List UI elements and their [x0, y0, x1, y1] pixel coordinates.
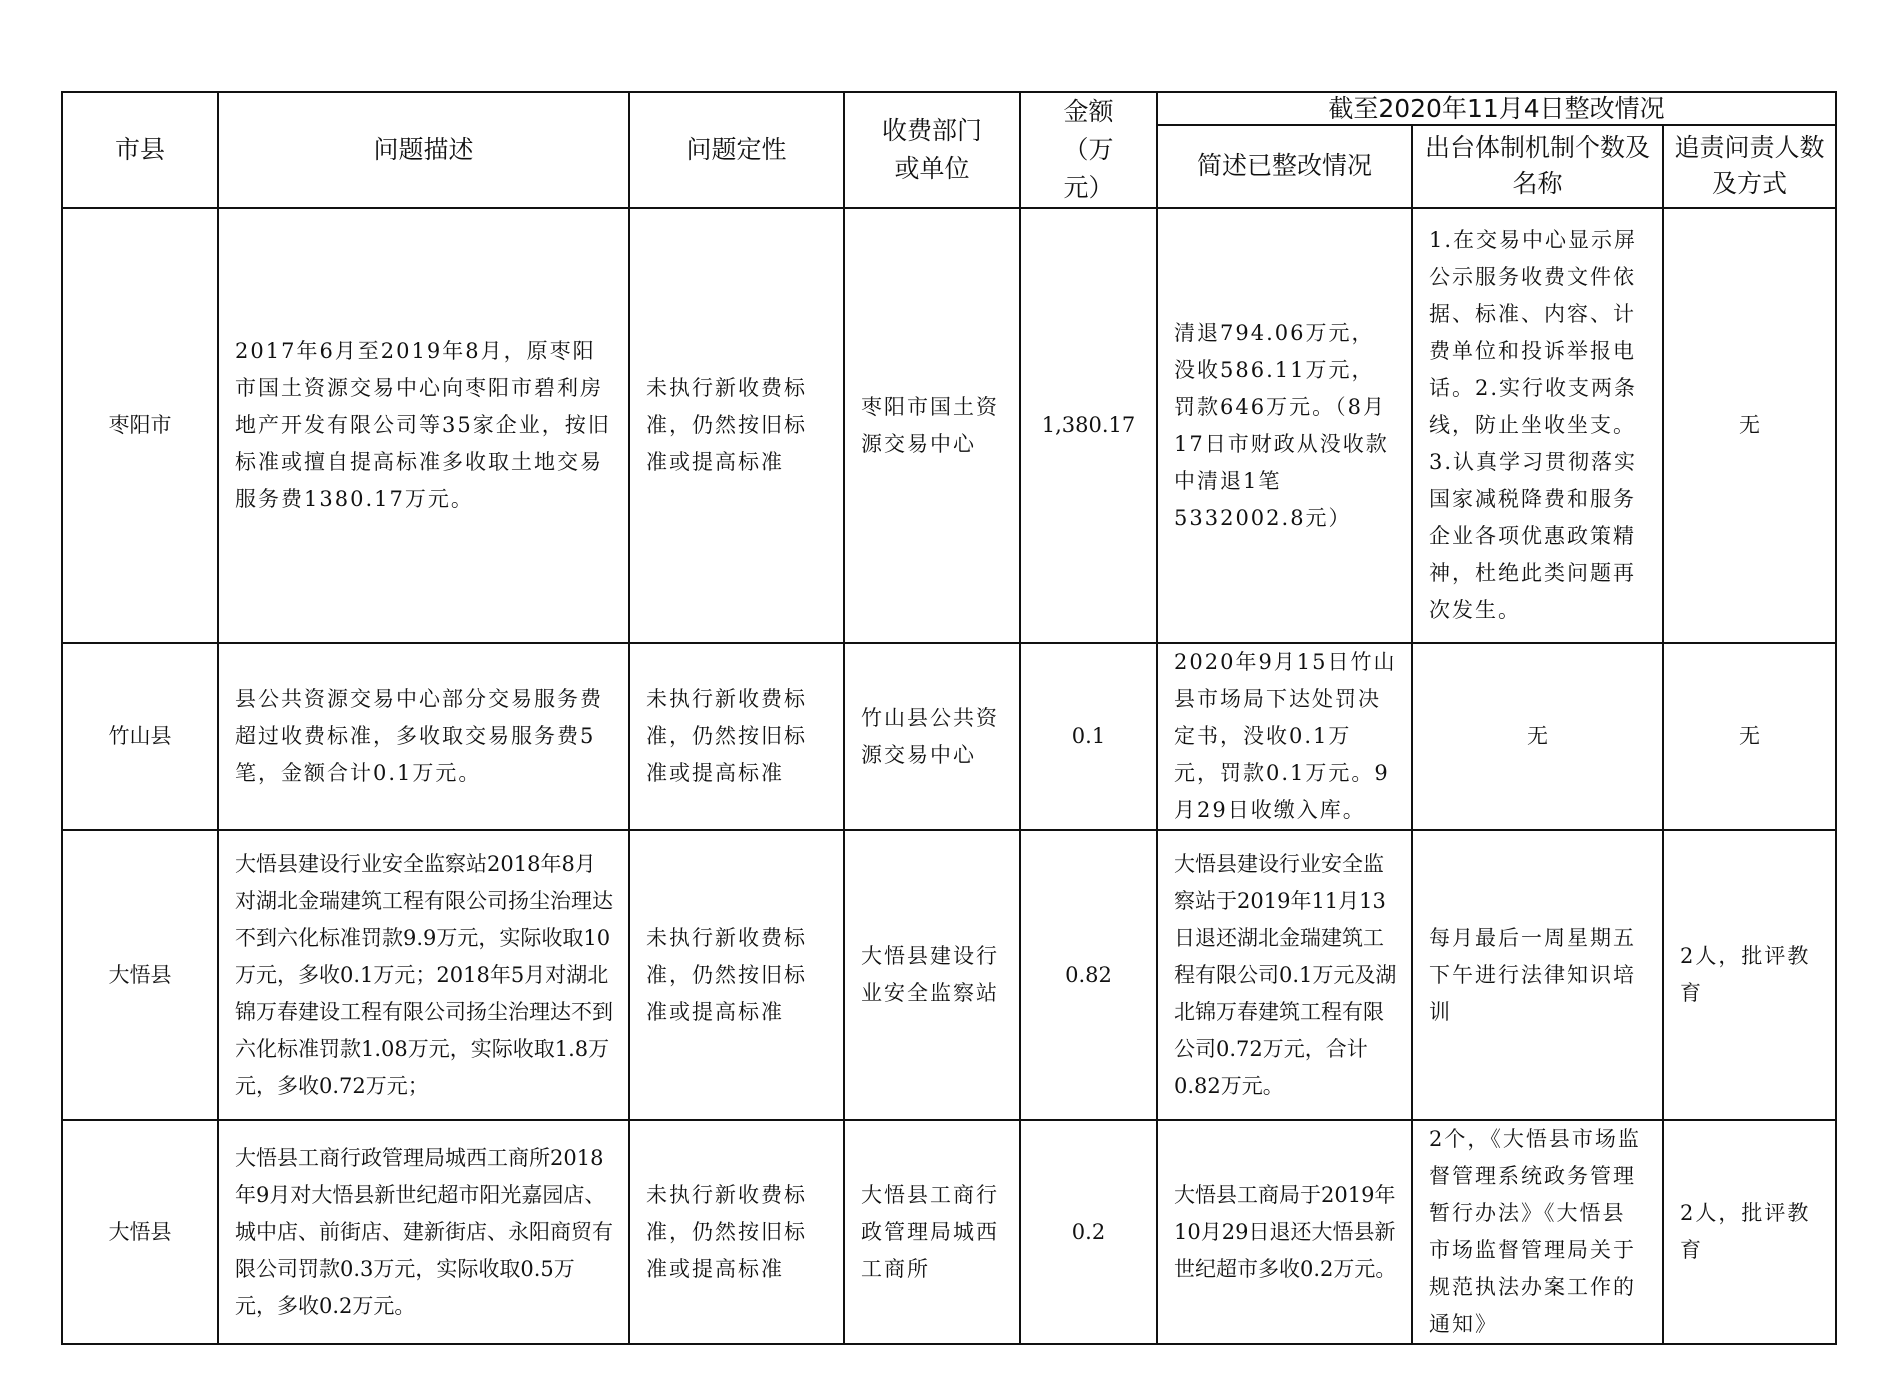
cell-nature: 未执行新收费标准，仍然按旧标准或提高标准	[629, 208, 844, 643]
cell-mechanisms: 2个，《大悟县市场监督管理系统政务管理暂行办法》《大悟县市场监督管理局关于规范执法办案工作的通知》	[1412, 1120, 1663, 1344]
cell-county: 大悟县	[62, 830, 218, 1120]
cell-accountability: 2人，批评教育	[1663, 830, 1836, 1120]
table-row	[62, 643, 1836, 830]
header-nature: 问题定性	[629, 92, 844, 208]
cell-county: 大悟县	[62, 1120, 218, 1344]
header-accountability: 追责问责人数及方式	[1663, 125, 1836, 208]
cell-accountability: 无	[1663, 208, 1836, 643]
cell-summary: 2020年9月15日竹山县市场局下达处罚决定书，没收0.1万元，罚款0.1万元。9月29日收缴入库。	[1157, 643, 1412, 830]
cell-nature: 未执行新收费标准，仍然按旧标准或提高标准	[629, 830, 844, 1120]
cell-amount: 0.1	[1020, 643, 1157, 830]
cell-accountability: 2人，批评教育	[1663, 1120, 1836, 1344]
header-amount-label: 金额（万元）	[1063, 97, 1114, 202]
table-row	[62, 1120, 1836, 1344]
cell-dept: 竹山县公共资源交易中心	[844, 643, 1020, 830]
table-body	[62, 208, 1836, 1344]
rectification-table	[61, 91, 1837, 1345]
cell-county: 竹山县	[62, 643, 218, 830]
header-county: 市县	[62, 92, 218, 208]
table-header	[62, 92, 1836, 208]
table-row	[62, 830, 1836, 1120]
header-amount	[1020, 92, 1157, 208]
header-mechanisms: 出台体制机制个数及名称	[1412, 125, 1663, 208]
cell-amount: 0.82	[1020, 830, 1157, 1120]
cell-county: 枣阳市	[62, 208, 218, 643]
cell-description: 2017年6月至2019年8月，原枣阳市国土资源交易中心向枣阳市碧利房地产开发有限公司等35家企业，按旧标准或擅自提高标准多收取土地交易服务费1380.17万元。	[218, 208, 629, 643]
cell-amount: 1,380.17	[1020, 208, 1157, 643]
cell-accountability: 无	[1663, 643, 1836, 830]
cell-dept: 大悟县建设行业安全监察站	[844, 830, 1020, 1120]
header-summary: 简述已整改情况	[1157, 125, 1412, 208]
header-description: 问题描述	[218, 92, 629, 208]
cell-description: 大悟县工商行政管理局城西工商所2018年9月对大悟县新世纪超市阳光嘉园店、城中店、前街店、建新街店、永阳商贸有限公司罚款0.3万元，实际收取0.5万元，多收0.2万元。	[218, 1120, 629, 1344]
header-dept-label: 收费部门或单位	[881, 116, 982, 183]
cell-mechanisms: 无	[1412, 643, 1663, 830]
cell-summary: 大悟县工商局于2019年10月29日退还大悟县新世纪超市多收0.2万元。	[1157, 1120, 1412, 1344]
table-row	[62, 208, 1836, 643]
cell-summary: 清退794.06万元，没收586.11万元，罚款646万元。（8月17日市财政从没收款中清退1笔5332002.8元）	[1157, 208, 1412, 643]
cell-dept: 大悟县工商行政管理局城西工商所	[844, 1120, 1020, 1344]
cell-amount: 0.2	[1020, 1120, 1157, 1344]
header-rectification-group: 截至2020年11月4日整改情况	[1157, 92, 1836, 125]
cell-nature: 未执行新收费标准，仍然按旧标准或提高标准	[629, 1120, 844, 1344]
cell-description: 县公共资源交易中心部分交易服务费超过收费标准，多收取交易服务费5笔，金额合计0.1万元。	[218, 643, 629, 830]
cell-mechanisms: 1.在交易中心显示屏公示服务收费文件依据、标准、内容、计费单位和投诉举报电话。2.实行收支两条线，防止坐收坐支。3.认真学习贯彻落实国家减税降费和服务企业各项优惠政策精神，杜绝此类问题再次发生。	[1412, 208, 1663, 643]
cell-dept: 枣阳市国土资源交易中心	[844, 208, 1020, 643]
header-dept	[844, 92, 1020, 208]
cell-nature: 未执行新收费标准，仍然按旧标准或提高标准	[629, 643, 844, 830]
cell-description: 大悟县建设行业安全监察站2018年8月对湖北金瑞建筑工程有限公司扬尘治理达不到六化标准罚款9.9万元，实际收取10万元，多收0.1万元；2018年5月对湖北锦万春建设工程有限公司扬尘治理达不到六化标准罚款1.08万元，实际收取1.8万元，多收0.72万元；	[218, 830, 629, 1120]
cell-mechanisms: 每月最后一周星期五下午进行法律知识培训	[1412, 830, 1663, 1120]
rectification-report	[61, 91, 1835, 1345]
cell-summary: 大悟县建设行业安全监察站于2019年11月13日退还湖北金瑞建筑工程有限公司0.1万元及湖北锦万春建筑工程有限公司0.72万元，合计0.82万元。	[1157, 830, 1412, 1120]
